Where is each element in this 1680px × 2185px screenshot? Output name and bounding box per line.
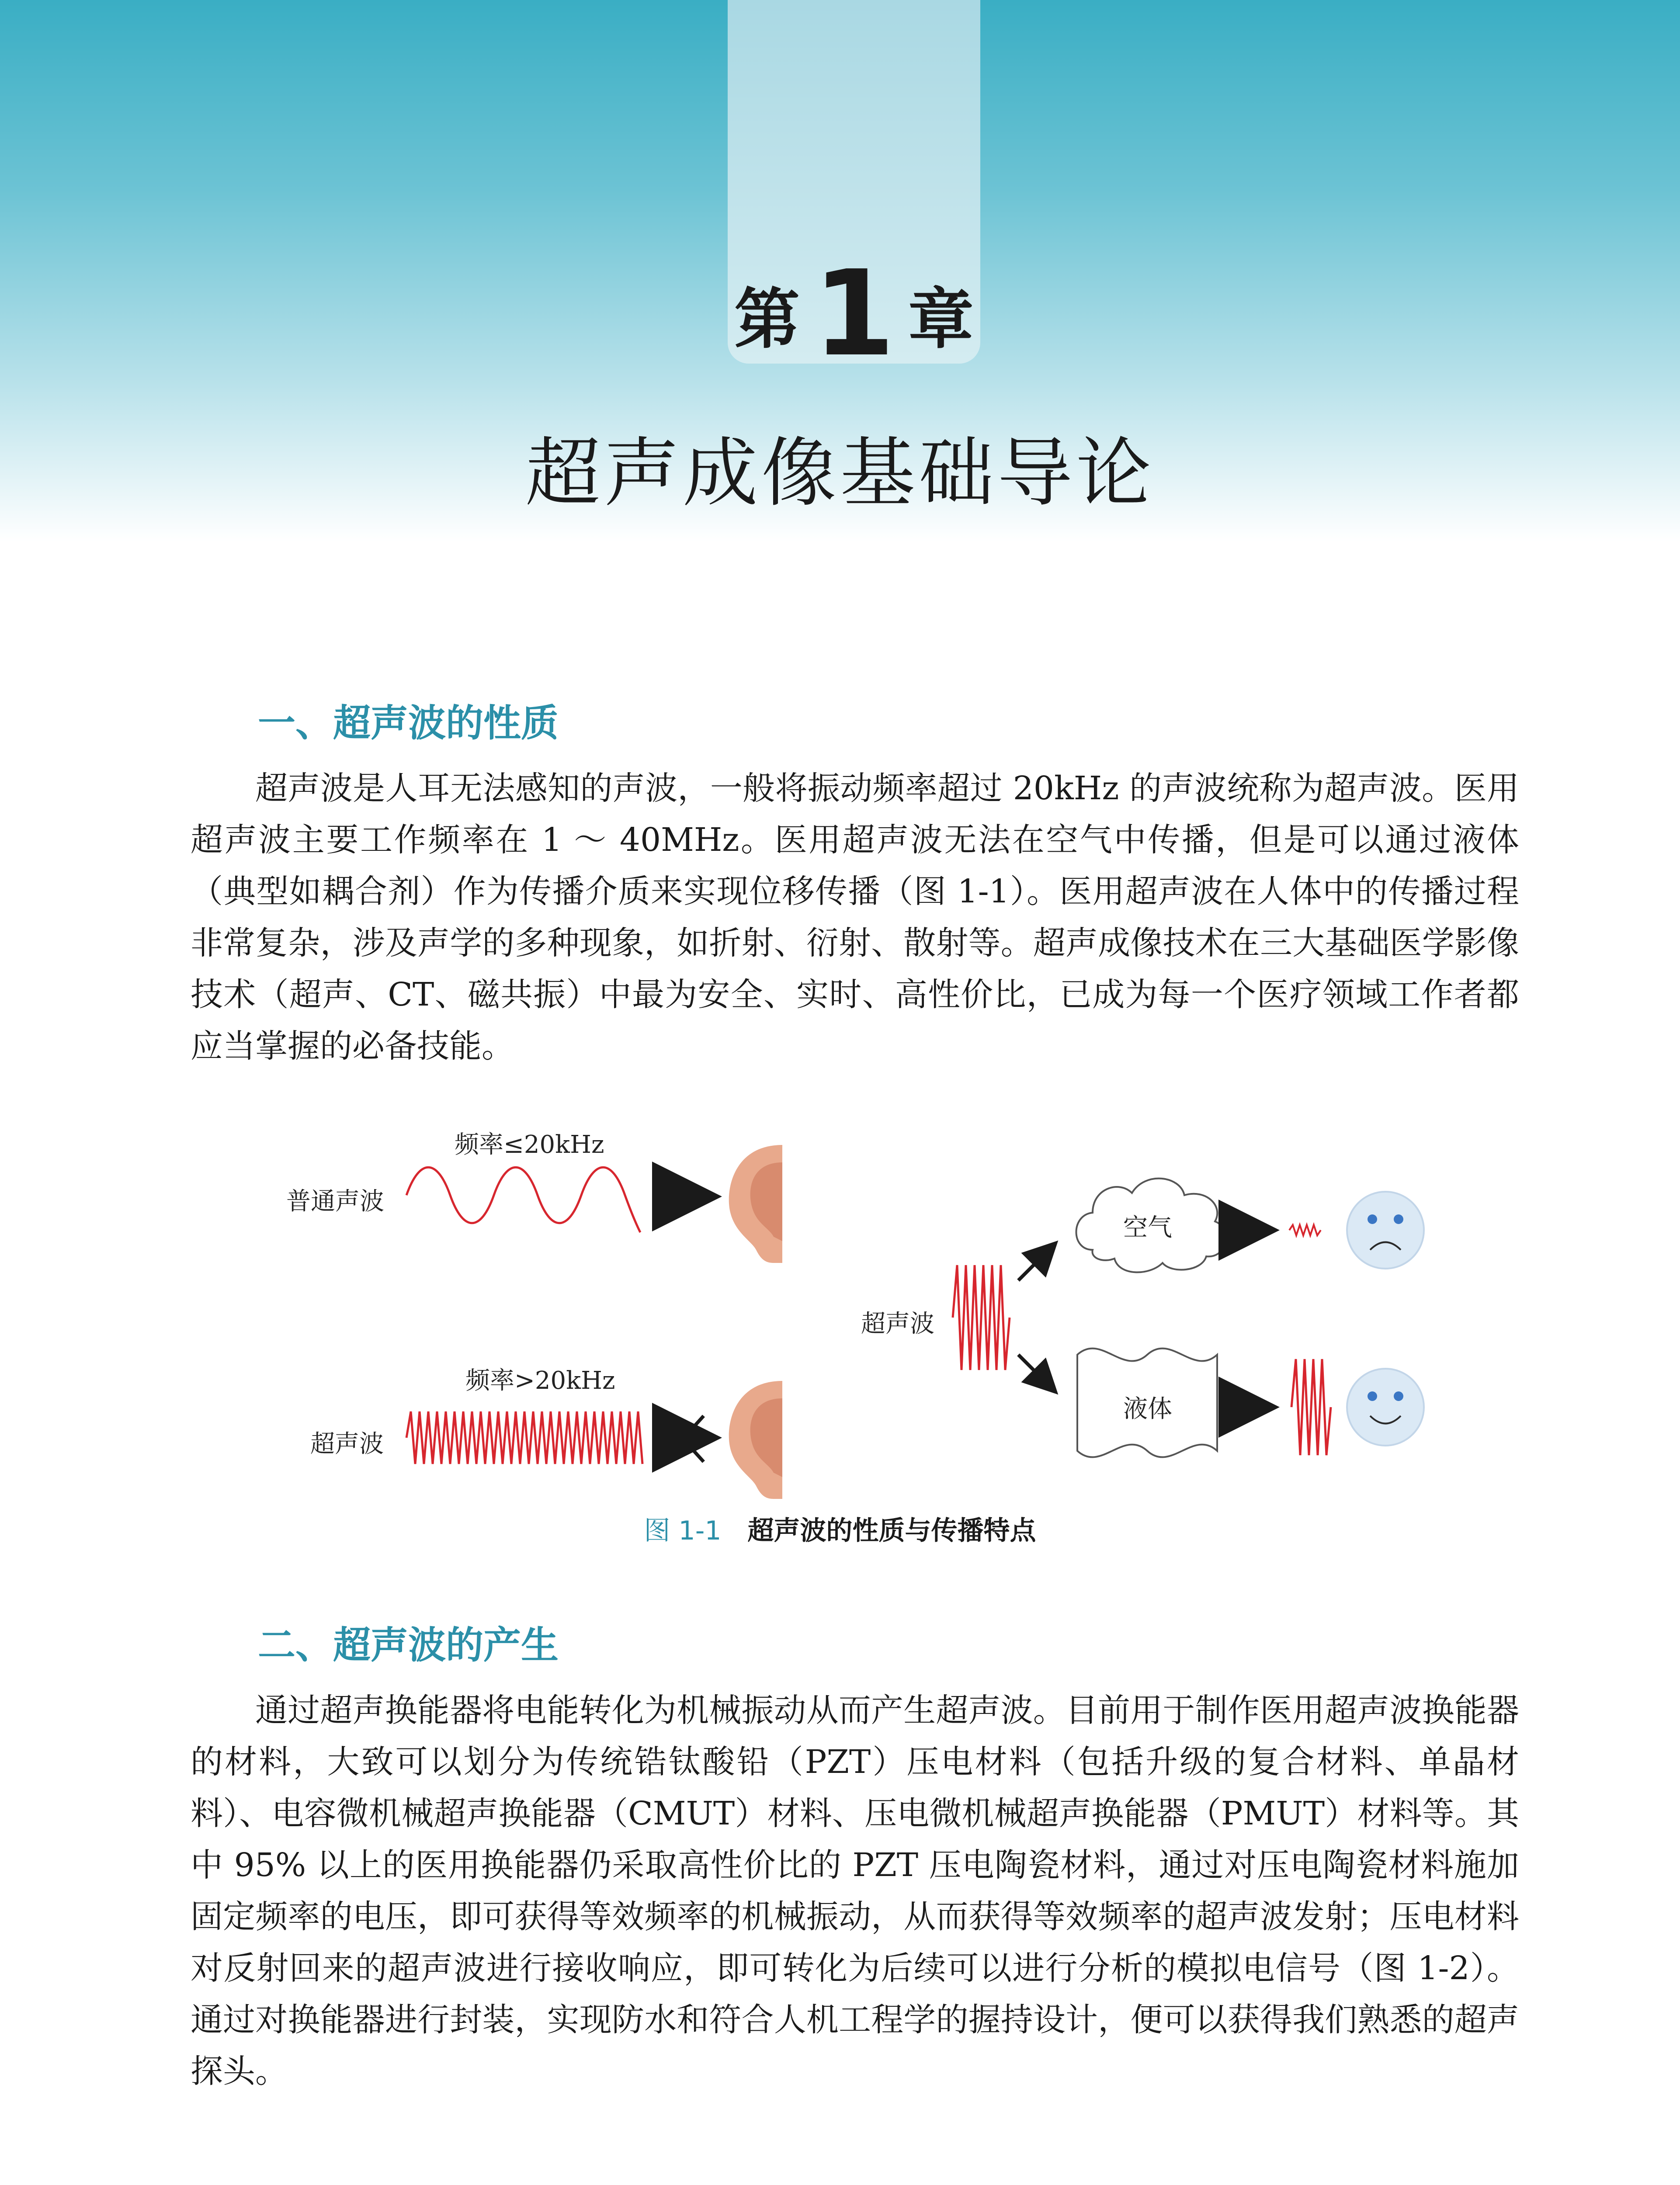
chapter-title: 超声成像基础导论 — [525, 429, 1155, 517]
paragraph-generation: 通过超声换能器将电能转化为机械振动从而产生超声波。目前用于制作医用超声波换能器的材料，大致可以划分为传统锆钛酸铅（PZT）压电材料（包括升级的复合材料、单晶材料）、电容微机械超声换能器（CMUT）材料、压电微机械超声换能器（PMUT）材料等。其中 95% 以上的医用换能器仍采取高性价比的 PZT 压电陶瓷材料，通过对压电陶瓷材料施加固定频率的电压，即可获得等效频率的机械振动，从而获得等效频率的超声波发射；压电材料对反射回来的超声波进行接收响应，即可转化为后续可以进行分析的模拟电信号（图 1-2）。通过对换能器进行封装，实现防水和符合人机工程学的握持设计，便可以获得我们熟悉的超声探头。 — [191, 1692, 1519, 2090]
figure-graphic — [262, 1119, 1442, 1512]
arrow-icon — [1018, 1355, 1053, 1390]
ultrasound-wave-left — [406, 1412, 642, 1464]
sad-face-icon — [1347, 1192, 1424, 1269]
label-air: 空气 — [1123, 1214, 1172, 1242]
figure-ultrasound-properties — [262, 1119, 1442, 1512]
ear-icon — [729, 1145, 782, 1263]
label-normal-frequency: 频率≤20kHz — [455, 1131, 604, 1159]
arrow-icon — [1018, 1245, 1053, 1280]
label-ultra-wave-left: 超声波 — [310, 1430, 384, 1458]
ear-icon — [729, 1381, 782, 1499]
section-heading-properties: 一、超声波的性质 — [258, 701, 559, 745]
figure-caption-text: 超声波的性质与传播特点 — [747, 1516, 1036, 1546]
weak-wave — [1289, 1225, 1321, 1235]
ultrasound-wave-center — [953, 1265, 1010, 1370]
chapter-label — [728, 245, 980, 382]
chapter-number: 1 — [813, 245, 895, 382]
label-normal-wave: 普通声波 — [286, 1187, 384, 1216]
label-ultra-frequency: 频率>20kHz — [465, 1366, 615, 1395]
label-liquid: 液体 — [1123, 1395, 1172, 1423]
normal-sound-wave — [406, 1167, 640, 1232]
figure-caption — [0, 1510, 1680, 1547]
chapter-suffix: 章 — [908, 281, 974, 358]
chapter-prefix: 第 — [734, 281, 800, 358]
figure-caption-number: 图 1-1 — [644, 1516, 722, 1546]
label-ultra-wave-center: 超声波 — [861, 1310, 934, 1338]
section-heading-generation: 二、超声波的产生 — [258, 1623, 559, 1667]
transmitted-wave — [1291, 1359, 1331, 1455]
paragraph-properties: 超声波是人耳无法感知的声波，一般将振动频率超过 20kHz 的声波统称为超声波。医用超声波主要工作频率在 1 ～ 40MHz。医用超声波无法在空气中传播，但是可以通过液体（典型如耦合剂）作为传播介质来实现位移传播（图 1-1）。医用超声波在人体中的传播过程非常复杂，涉及声学的多种现象，如折射、衍射、散射等。超声成像技术在三大基础医学影像技术（超声、CT、磁共振）中最为安全、实时、高性价比，已成为每一个医疗领域工作者都应当掌握的必备技能。 — [191, 770, 1519, 1065]
happy-face-icon — [1347, 1369, 1424, 1446]
